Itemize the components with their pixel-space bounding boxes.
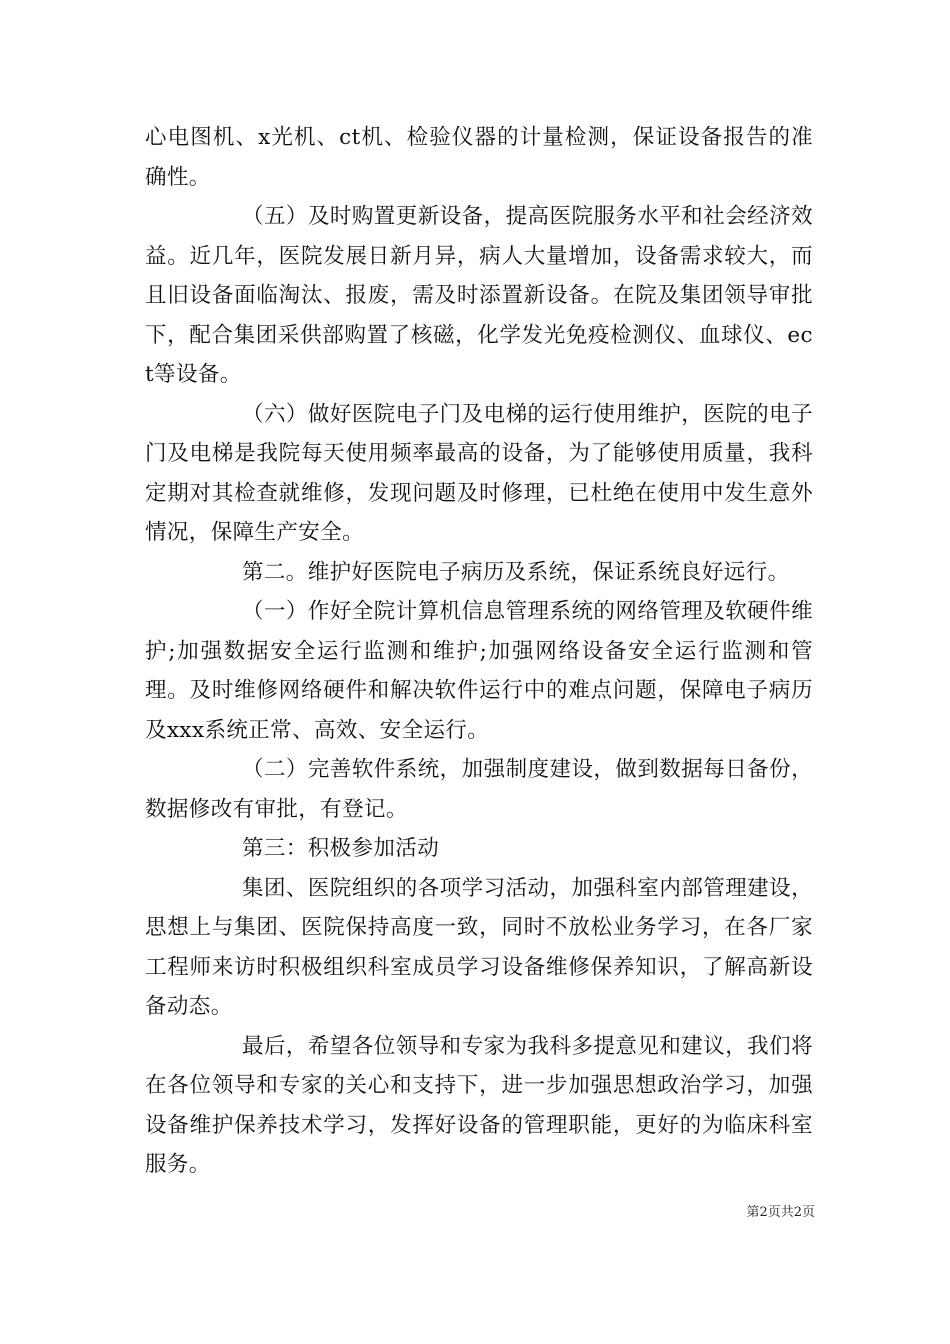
- paragraph-item-6: （六）做好医院电子门及电梯的运行使用维护，医院的电子门及电梯是我院每天使用频率最高的设备，为了能够使用质量，我科定期对其检查就维修，发现问题及时修理，已杜绝在使用中发生意外情况，保障生产安全。: [145, 401, 813, 545]
- paragraph-closing: 最后，希望各位领导和专家为我科多提意见和建议，我们将在各位领导和专家的关心和支持下，进一步加强思想政治学习，加强设备维护保养技术学习，发挥好设备的管理职能，更好的为临床科室服务。: [145, 1033, 813, 1177]
- paragraph-item-2: （二）完善软件系统，加强制度建设，做到数据每日备份，数据修改有审批，有登记。: [145, 757, 813, 822]
- page-number-footer: 第2页共2页: [746, 1205, 815, 1220]
- paragraph-item-5: （五）及时购置更新设备，提高医院服务水平和社会经济效益。近几年，医院发展日新月异，病人大量增加，设备需求较大，而且旧设备面临淘汰、报废，需及时添置新设备。在院及集团领导审批下，配合集团采供部购置了核磁，化学发光免疫检测仪、血球仪、ect等设备。: [145, 204, 813, 387]
- paragraph-activities: 集团、医院组织的各项学习活动，加强科室内部管理建设，思想上与集团、医院保持高度一致，同时不放松业务学习，在各厂家工程师来访时积极组织科室成员学习设备维修保养知识，了解高新设备动态。: [145, 875, 813, 1019]
- paragraph-item-1: （一）作好全院计算机信息管理系统的网络管理及软硬件维护;加强数据安全运行监测和维护;加强网络设备安全运行监测和管理。及时维修网络硬件和解决软件运行中的难点问题，保障电子病历及xxx系统正常、高效、安全运行。: [145, 599, 813, 743]
- document-body: [145, 118, 813, 1185]
- section-heading-3: 第三：积极参加活动: [242, 836, 440, 861]
- section-heading-2: 第二。维护好医院电子病历及系统，保证系统良好远行。: [242, 559, 790, 585]
- paragraph-continuation: 心电图机、x光机、ct机、检验仪器的计量检测，保证设备报告的准确性。: [145, 125, 813, 190]
